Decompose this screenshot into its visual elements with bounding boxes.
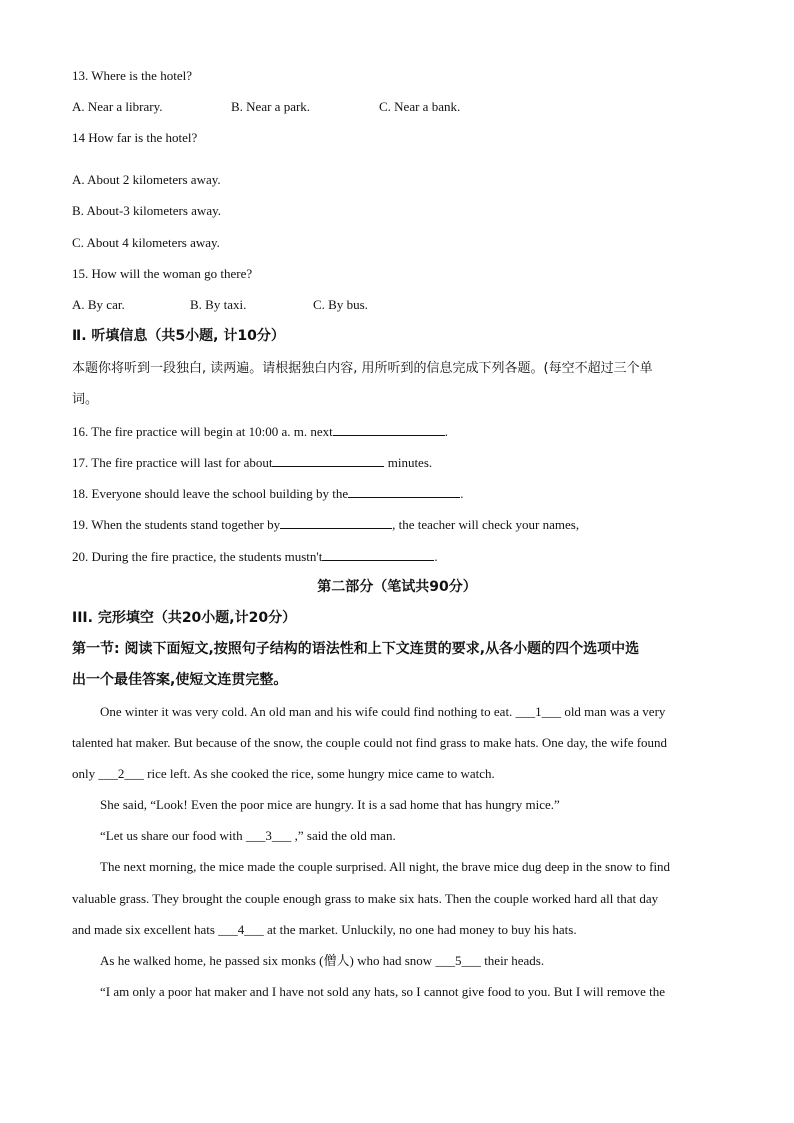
- question-14-stem: 14 How far is the hotel?: [72, 130, 198, 145]
- passage-line: The next morning, the mice made the couple surprised. All night, the brave mice dug deep in the snow to find: [100, 859, 671, 874]
- q14-option-b: B. About-3 kilometers away.: [72, 203, 221, 218]
- passage-line: only ___2___ rice left. As she cooked the rice, some hungry mice came to watch.: [72, 766, 495, 781]
- section-2-instructions: 本题你将听到一段独白, 读两遍。请根据独白内容, 用所听到的信息完成下列各题。(每空不超过三个单: [72, 361, 653, 376]
- section-2-instructions-cont: 词。: [72, 392, 99, 407]
- answer-blank-19[interactable]: [280, 516, 392, 529]
- question-13-stem: 13. Where is the hotel?: [72, 68, 192, 83]
- q13-option-c: C. Near a bank.: [379, 99, 461, 114]
- answer-blank-18[interactable]: [348, 485, 460, 498]
- passage-line: “I am only a poor hat maker and I have not sold any hats, so I cannot give food to you. But I will remove the: [100, 984, 665, 999]
- q13-option-a: A. Near a library.: [72, 99, 163, 114]
- q13-option-b: B. Near a park.: [231, 99, 311, 114]
- passage-line: valuable grass. They brought the couple enough grass to make six hats. Then the couple worked hard all that day: [72, 891, 659, 906]
- cloze-blank-4[interactable]: ___4___: [218, 922, 264, 937]
- q14-option-a: A. About 2 kilometers away.: [72, 172, 221, 187]
- answer-blank-16[interactable]: [333, 423, 445, 436]
- question-18: 18. Everyone should leave the school building by the .: [72, 486, 464, 501]
- cloze-blank-5[interactable]: ___5___: [435, 953, 481, 968]
- cloze-blank-1[interactable]: ___1___: [515, 704, 562, 719]
- passage-line: “Let us share our food with ___3___ ,” said the old man.: [100, 828, 396, 843]
- q15-option-a: A. By car.: [72, 297, 125, 312]
- question-15-stem: 15. How will the woman go there?: [72, 266, 253, 281]
- question-20: 20. During the fire practice, the students mustn't .: [72, 549, 438, 564]
- passage-line: and made six excellent hats ___4___ at the market. Unluckily, no one had money to buy his hats.: [72, 922, 577, 937]
- q14-option-c: C. About 4 kilometers away.: [72, 235, 220, 250]
- section-3-instructions-cont: 出一个最佳答案,使短文连贯完整。: [72, 672, 288, 688]
- cloze-blank-3[interactable]: ___3___: [245, 828, 292, 843]
- part-2-title: 第二部分（笔试共90分）: [317, 579, 477, 595]
- passage-line: As he walked home, he passed six monks (僧人) who had snow ___5___ their heads.: [100, 953, 545, 968]
- q15-option-b: B. By taxi.: [190, 297, 247, 312]
- passage-line: talented hat maker. But because of the snow, the couple could not find grass to make hats. One day, the wife found: [72, 735, 668, 750]
- passage-line: She said, “Look! Even the poor mice are hungry. It is a sad home that has hungry mice.”: [100, 797, 560, 812]
- answer-blank-20[interactable]: [322, 548, 434, 561]
- section-2-title: Ⅱ. 听填信息（共5小题, 计10分）: [72, 328, 285, 344]
- cloze-blank-2[interactable]: ___2___: [98, 766, 144, 781]
- question-16: 16. The fire practice will begin at 10:00 a. m. next .: [72, 424, 449, 439]
- question-17: 17. The fire practice will last for about minutes.: [72, 455, 433, 470]
- section-3-instructions: 第一节: 阅读下面短文,按照句子结构的语法性和上下文连贯的要求,从各小题的四个选项中选: [72, 641, 640, 657]
- section-3-title: III. 完形填空（共20小题,计20分）: [72, 610, 297, 626]
- answer-blank-17[interactable]: [272, 454, 384, 467]
- question-19: 19. When the students stand together by , the teacher will check your names,: [72, 517, 580, 532]
- q15-option-c: C. By bus.: [313, 297, 368, 312]
- passage-line: One winter it was very cold. An old man and his wife could find nothing to eat. ___1___ old man was a very: [100, 704, 666, 719]
